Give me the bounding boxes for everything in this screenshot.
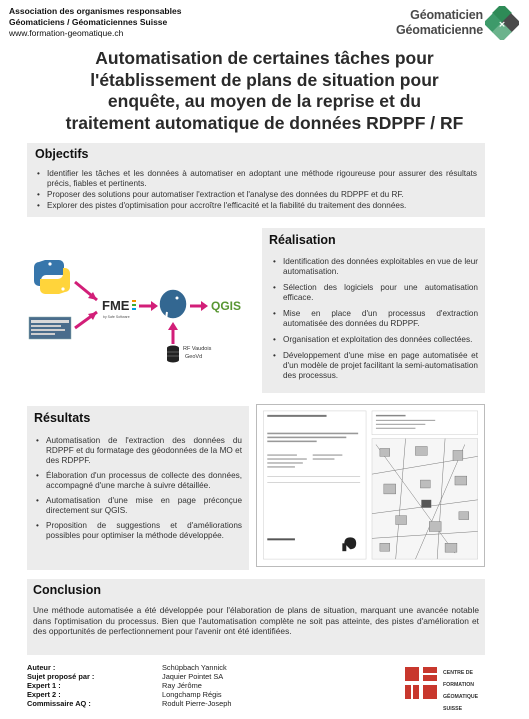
credit-value: Longchamp Régis	[162, 690, 222, 699]
credit-row	[27, 672, 357, 681]
credit-value: Ray Jérôme	[162, 681, 202, 690]
cfg-logo	[403, 665, 493, 712]
title-line4: traitement automatique de données RDPPF / RF	[65, 112, 464, 133]
db-label-1: RF Vaudois	[183, 346, 212, 352]
objectifs-section	[27, 143, 485, 217]
realisation-section	[262, 228, 485, 393]
qgis-logo-icon: QGIS	[211, 299, 242, 313]
credit-value: Schüpbach Yannick	[162, 663, 227, 672]
org-name-line2: Géomaticiens / Géomaticiennes Suisse	[9, 17, 168, 27]
workflow-diagram	[27, 252, 257, 382]
credit-row	[27, 690, 357, 699]
objectifs-item: • Explorer des pistes d'optimisation pour accroître l'efficacité et la fiabilité du traitement des données.	[35, 201, 477, 211]
realisation-item: • Sélection des logiciels pour une automatisation efficace.	[271, 283, 478, 303]
credits-block	[27, 663, 357, 708]
resultats-item: • Proposition de suggestions et d'améliorations possibles pour optimiser la méthode développée.	[34, 521, 242, 541]
resultats-item: • Automatisation de l'extraction des données du RDPPF et du formatage des géodonnées de la MO et des RDPPF.	[34, 436, 242, 466]
realisation-item: • Mise en place d'un processus d'extraction automatisée des données du RDPPF.	[271, 309, 478, 329]
rdppf-extract-thumbnail	[29, 317, 71, 339]
credit-row	[27, 681, 357, 690]
db-label-2: GeoVd	[185, 354, 203, 360]
credit-key: Commissaire AQ :	[27, 699, 91, 708]
resultats-item: • Élaboration d'un processus de collecte des données, accompagné d'une marche à suivre détaillée.	[34, 471, 242, 491]
website-link[interactable]: www.formation-geomatique.ch	[9, 28, 124, 38]
cfg-line2: GÉOMATIQUE	[443, 694, 479, 700]
realisation-item: • Identification des données exploitables en vue de leur automatisation.	[271, 257, 478, 277]
realisation-heading: Réalisation	[269, 233, 336, 247]
poster-title	[20, 48, 509, 134]
resultats-item: • Automatisation d'une mise en page préconçue directement sur QGIS.	[34, 496, 242, 516]
credit-value: Jaquier Pointet SA	[162, 672, 224, 681]
python-logo-icon	[34, 260, 70, 294]
objectifs-heading: Objectifs	[35, 147, 89, 161]
realisation-item: • Développement d'une mise en page automatisée et d'un modèle de projet facilitant la semi-automatisation des processus.	[271, 351, 478, 381]
realisation-list	[269, 257, 478, 381]
conclusion-heading: Conclusion	[33, 583, 102, 597]
situation-plan-image	[256, 404, 485, 567]
resultats-section	[27, 406, 249, 570]
credit-value: Rodult Pierre-Joseph	[162, 699, 232, 708]
org-name-line1: Association des organismes responsables	[9, 6, 182, 16]
objectifs-item: • Proposer des solutions pour automatiser l'extraction et l'analyse des données du RDPPF et du RF.	[35, 190, 477, 200]
credit-key: Expert 1 :	[27, 681, 61, 690]
resultats-heading: Résultats	[34, 411, 91, 425]
geomatics-cross-icon	[485, 6, 519, 40]
cfg-line1: CENTRE DE FORMATION	[443, 670, 475, 688]
svg-text:×: ×	[498, 20, 506, 30]
conclusion-section	[27, 579, 485, 655]
fme-sub: by Safe Software	[103, 315, 130, 319]
cfg-text	[443, 667, 493, 715]
title-line2: l'établissement de plans de situation pour	[90, 69, 439, 90]
cfg-emblem-icon	[403, 665, 441, 703]
postgresql-elephant-icon	[159, 289, 187, 326]
title-line1: Automatisation de certaines tâches pour	[95, 48, 434, 68]
organization-header	[9, 6, 181, 39]
credit-key: Sujet proposé par :	[27, 672, 95, 681]
credit-row	[27, 663, 357, 672]
credit-key: Auteur :	[27, 663, 56, 672]
brand-line2: Géomaticienne	[395, 23, 483, 37]
title-line3: enquête, au moyen de la reprise et du	[107, 91, 422, 111]
fme-logo-icon	[102, 298, 136, 319]
credit-key: Expert 2 :	[27, 690, 61, 699]
fme-label: FME	[102, 298, 130, 313]
objectifs-list	[35, 169, 477, 211]
cfg-line3: SUISSE	[443, 706, 463, 712]
credit-row	[27, 699, 357, 708]
brand-logo	[379, 6, 519, 42]
resultats-list	[34, 436, 242, 541]
brand-line1: Géomaticien	[410, 8, 483, 22]
realisation-item: • Organisation et exploitation des données collectées.	[271, 335, 478, 345]
database-icon	[167, 346, 179, 363]
conclusion-text: Une méthode automatisée a été développée pour l'élaboration de plans de situation, marquant une avancée notable dans l'optimisation du processus. Bien que l'automatisation complète ne soit pas atteinte, des pistes d'amélioration et des opportunités de perfectionnement pour l'avenir ont été identifiées.	[33, 605, 479, 636]
objectifs-item: • Identifier les tâches et les données à automatiser en adoptant une méthode rigoureuse pour assurer des résultats précis, fiables et pertinents.	[35, 169, 477, 189]
